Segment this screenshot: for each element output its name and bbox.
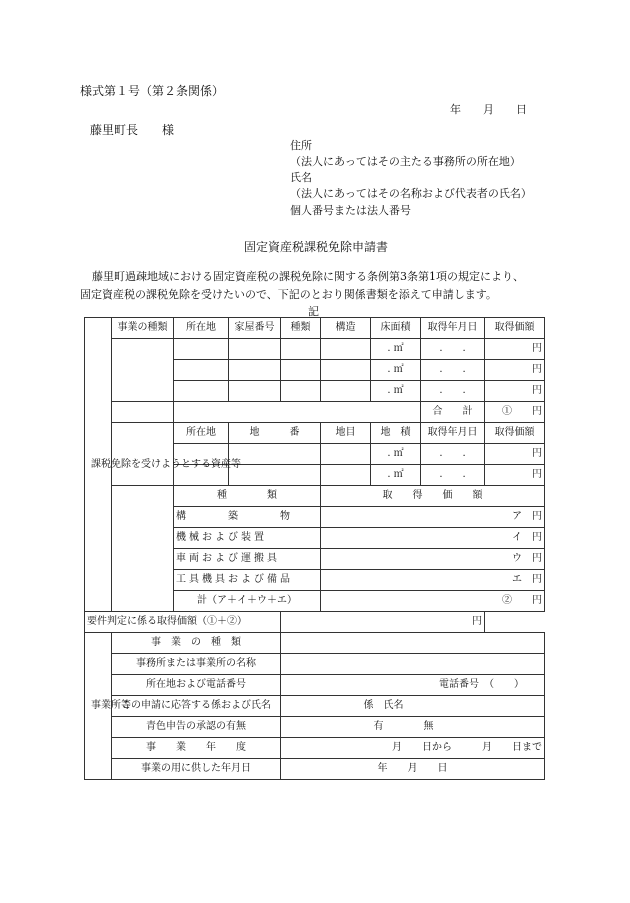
date-cell[interactable]: . . <box>421 339 485 360</box>
land-col-location: 所在地 <box>174 423 229 444</box>
business-type-cell[interactable] <box>112 339 174 402</box>
land-col-area: 地 積 <box>371 423 421 444</box>
land-date-cell[interactable]: . . <box>421 444 485 465</box>
date-cell[interactable]: . . <box>421 381 485 402</box>
office-row <box>85 738 545 759</box>
office-value-business-type[interactable] <box>281 633 545 654</box>
office-label-name: 事務所または事業所の名称 <box>112 654 281 675</box>
office-value-contact[interactable]: 係 氏名 <box>281 696 545 717</box>
col-kind: 種類 <box>281 318 321 339</box>
date-line: 年 月 日 <box>450 103 527 116</box>
document-title: 固定資産税課税免除申請書 <box>244 240 389 254</box>
dep-value-machinery[interactable]: イ 円 <box>321 528 545 549</box>
body-line-1: 藤里町過疎地域における固定資産税の課税免除に関する条例第3条第1項の規定により、 <box>92 270 524 283</box>
office-row <box>85 654 545 675</box>
land-col-acquisition-price: 取得価額 <box>485 423 545 444</box>
land-header-row <box>85 423 545 444</box>
dep-col-value: 取 得 価 額 <box>321 486 545 507</box>
total-label: 合 計 <box>421 402 485 423</box>
applicant-address-note: （法人にあってはその主たる事務所の所在地） <box>290 155 521 168</box>
applicant-number: 個人番号または法人番号 <box>290 204 411 217</box>
land-price-cell[interactable]: 円 <box>485 465 545 486</box>
office-label-start-date: 事業の用に供した年月日 <box>112 759 281 780</box>
dep-subtotal-value[interactable]: ② 円 <box>321 591 545 612</box>
land-col-category: 地目 <box>321 423 371 444</box>
dep-col-kind: 種 類 <box>174 486 321 507</box>
price-cell[interactable]: 円 <box>485 360 545 381</box>
requirement-label: 要件判定に係る取得価額（①＋②） <box>85 612 281 633</box>
date-cell[interactable]: . . <box>421 360 485 381</box>
dep-label-tools: 工具機具および備品 <box>174 570 321 591</box>
office-row <box>85 717 545 738</box>
applicant-name-note: （法人にあってはその名称および代表者の氏名） <box>290 187 532 200</box>
dep-value-structures[interactable]: ア 円 <box>321 507 545 528</box>
floor-area-cell[interactable]: . ㎡ <box>371 339 421 360</box>
ki-mark: 記 <box>308 305 319 318</box>
office-label-business-type: 事 業 の 種 類 <box>112 633 281 654</box>
office-row <box>85 759 545 780</box>
requirement-row <box>85 612 545 633</box>
col-location: 所在地 <box>174 318 229 339</box>
land-date-cell[interactable]: . . <box>421 465 485 486</box>
form-number: 様式第１号（第２条関係） <box>80 84 225 98</box>
office-label-address-phone: 所在地および電話番号 <box>112 675 281 696</box>
col-business-type: 事業の種類 <box>112 318 174 339</box>
applicant-address: 住所 <box>290 139 312 152</box>
land-area-cell[interactable]: . ㎡ <box>371 465 421 486</box>
price-cell[interactable]: 円 <box>485 339 545 360</box>
dep-value-vehicles[interactable]: ウ 円 <box>321 549 545 570</box>
floor-area-cell[interactable]: . ㎡ <box>371 381 421 402</box>
requirement-value[interactable]: 円 <box>281 612 485 633</box>
office-value-blue-return[interactable]: 有 無 <box>281 717 545 738</box>
office-label-fiscal-year: 事 業 年 度 <box>112 738 281 759</box>
application-table <box>84 317 545 780</box>
office-row <box>85 633 545 654</box>
land-area-cell[interactable]: . ㎡ <box>371 444 421 465</box>
land-price-cell[interactable]: 円 <box>485 444 545 465</box>
depreciable-header-row <box>85 486 545 507</box>
office-value-fiscal-year[interactable]: 月 日から 月 日まで <box>281 738 545 759</box>
building-row <box>85 339 545 360</box>
dep-label-structures: 構 築 物 <box>174 507 321 528</box>
dep-label-vehicles: 車両および運搬具 <box>174 549 321 570</box>
office-row <box>85 675 545 696</box>
dep-label-machinery: 機械および装置 <box>174 528 321 549</box>
dep-value-tools[interactable]: エ 円 <box>321 570 545 591</box>
building-total-row <box>85 402 545 423</box>
price-cell[interactable]: 円 <box>485 381 545 402</box>
land-col-lot-number: 地 番 <box>229 423 321 444</box>
office-value-start-date[interactable]: 年 月 日 <box>281 759 545 780</box>
office-row <box>85 696 545 717</box>
office-value-name[interactable] <box>281 654 545 675</box>
land-col-acquisition-date: 取得年月日 <box>421 423 485 444</box>
section1-label: 課税免除を受けようとする資産等 <box>85 318 112 612</box>
office-label-blue-return: 青色申告の承認の有無 <box>112 717 281 738</box>
addressee: 藤里町長 様 <box>90 123 175 137</box>
col-floor-area: 床面積 <box>371 318 421 339</box>
office-label-contact: この申請に応答する係および氏名 <box>112 696 281 717</box>
dep-subtotal-label: 計（ア＋イ＋ウ＋エ） <box>174 591 321 612</box>
col-structure: 構造 <box>321 318 371 339</box>
floor-area-cell[interactable]: . ㎡ <box>371 360 421 381</box>
body-line-2: 固定資産税の課税免除を受けたいので、下記のとおり関係書類を添えて申請します。 <box>80 288 497 301</box>
col-acquisition-date: 取得年月日 <box>421 318 485 339</box>
applicant-name: 氏名 <box>290 171 312 184</box>
col-acquisition-price: 取得価額 <box>485 318 545 339</box>
section2-label: 事業所等 <box>85 633 112 780</box>
col-house-number: 家屋番号 <box>229 318 281 339</box>
office-value-phone[interactable]: 電話番号 （ ） <box>281 675 545 696</box>
total-value[interactable]: ① 円 <box>485 402 545 423</box>
